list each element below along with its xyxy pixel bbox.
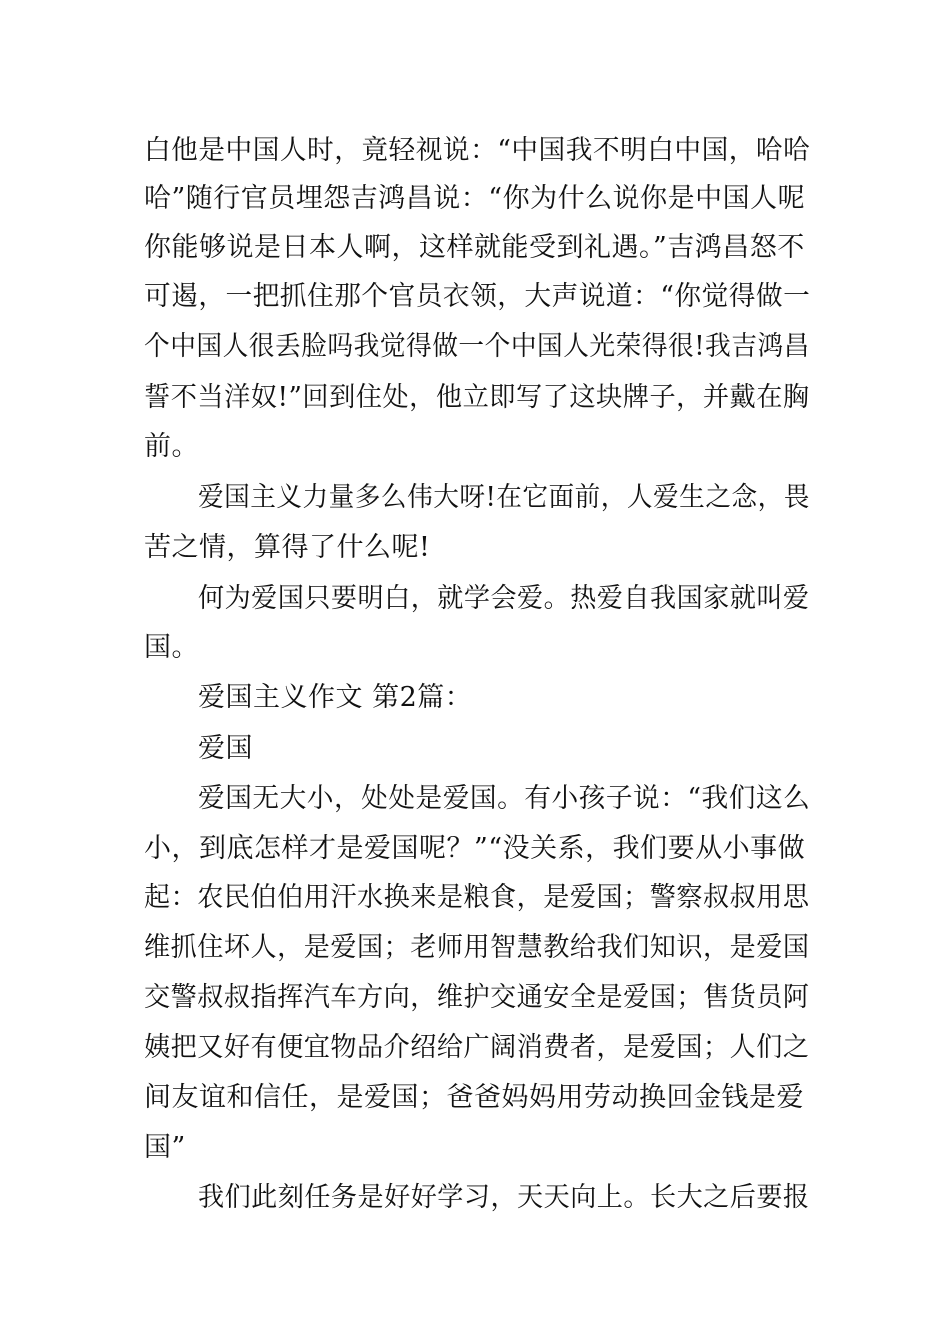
- text-line: 哈”随行官员埋怨吉鸿昌说：“你为什么说你是中国人呢: [144, 183, 806, 214]
- text-line: 何为爱国只要明白，就学会爱。热爱自我国家就叫爱: [198, 583, 810, 614]
- text-line: 姨把又好有便宜物品介绍给广阔消费者，是爱国；人们之: [144, 1032, 810, 1063]
- text-line: 爱国无大小，处处是爱国。有小孩子说：“我们这么: [198, 783, 811, 814]
- text-line: 誓不当洋奴!”回到住处，他立即写了这块牌子，并戴在胸: [144, 382, 810, 413]
- text-line: 小，到底怎样才是爱国呢？”“没关系，我们要从小事做: [144, 833, 806, 864]
- section-heading: 爱国主义作文 第2篇：: [198, 682, 473, 713]
- text-line: 你能够说是日本人啊，这样就能受到礼遇。”吉鸿昌怒不: [144, 232, 805, 263]
- text-line: 间友谊和信任，是爱国；爸爸妈妈用劳动换回金钱是爱: [144, 1082, 804, 1113]
- text-line: 个中国人很丢脸吗我觉得做一个中国人光荣得很!我吉鸿昌: [144, 331, 810, 362]
- text-line: 起：农民伯伯用汗水换来是粮食，是爱国；警察叔叔用思: [144, 882, 810, 913]
- text-line: 国”: [144, 1132, 186, 1163]
- text-line: 我们此刻任务是好好学习，天天向上。长大之后要报: [198, 1182, 810, 1213]
- article-title: 爱国: [198, 733, 253, 764]
- text-line: 白他是中国人时，竟轻视说：“中国我不明白中国，哈哈: [144, 135, 811, 166]
- text-line: 前。: [144, 431, 199, 462]
- text-line: 交警叔叔指挥汽车方向，维护交通安全是爱国；售货员阿: [144, 982, 810, 1013]
- text-line: 爱国主义力量多么伟大呀!在它面前，人爱生之念，畏: [198, 482, 810, 513]
- text-line: 可遏，一把抓住那个官员衣领，大声说道：“你觉得做一: [144, 281, 811, 312]
- text-line: 苦之情，算得了什么呢!: [144, 532, 431, 563]
- text-line: 维抓住坏人，是爱国；老师用智慧教给我们知识，是爱国: [144, 932, 810, 963]
- text-line: 国。: [144, 632, 199, 663]
